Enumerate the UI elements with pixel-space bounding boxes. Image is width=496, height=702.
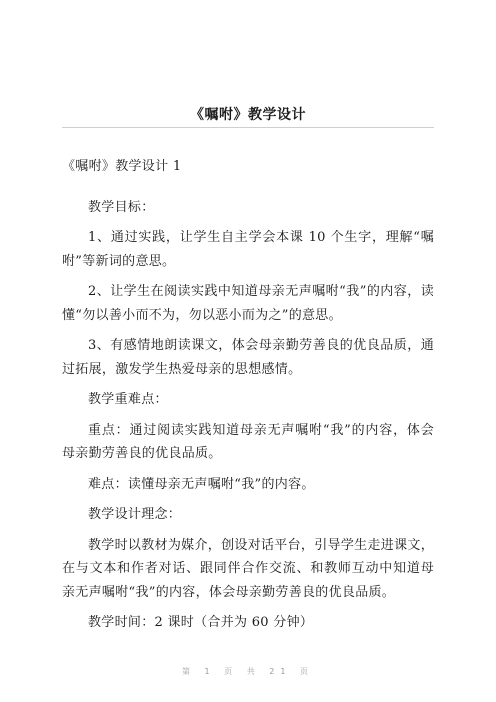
section-title: 《嘱咐》教学设计 1	[62, 159, 182, 174]
page-footer: 第 1 页 共 21 页	[182, 667, 314, 676]
document-title: 《嘱咐》教学设计	[190, 107, 306, 123]
paragraph: 重点：通过阅读实践知道母亲无声嘱咐“我”的内容，体会母亲勤劳善良的优良品质。	[62, 422, 434, 461]
document-body	[62, 155, 434, 642]
paragraph: 教学目标：	[88, 199, 155, 215]
paragraph: 3、有感情地朗读课文，体会母亲勤劳善良的优良品质，通过拓展，激发学生热爱母亲的思想感情。	[62, 338, 434, 377]
title-divider	[62, 127, 434, 128]
paragraph: 教学重难点：	[88, 392, 168, 407]
paragraph: 难点：读懂母亲无声嘱咐“我”的内容。	[88, 476, 315, 492]
paragraph: 教学时间：2 课时（合并为 60 分钟）	[88, 615, 314, 630]
paragraph: 2、让学生在阅读实践中知道母亲无声嘱咐“我”的内容，读懂“勿以善小而不为，勿以恶小而为之”的意思。	[62, 284, 434, 323]
paragraph: 教学设计理念：	[88, 507, 182, 522]
paragraph: 教学时以教材为媒介，创设对话平台，引导学生走进课文，在与文本和作者对话、跟同伴合作交流、和教师互动中知道母亲无声嘱咐“我”的内容，体会母亲勤劳善良的优良品质。	[62, 537, 434, 600]
paragraph: 1、通过实践，让学生自主学会本课 10 个生字，理解“嘱咐”等新词的意思。	[62, 230, 434, 269]
